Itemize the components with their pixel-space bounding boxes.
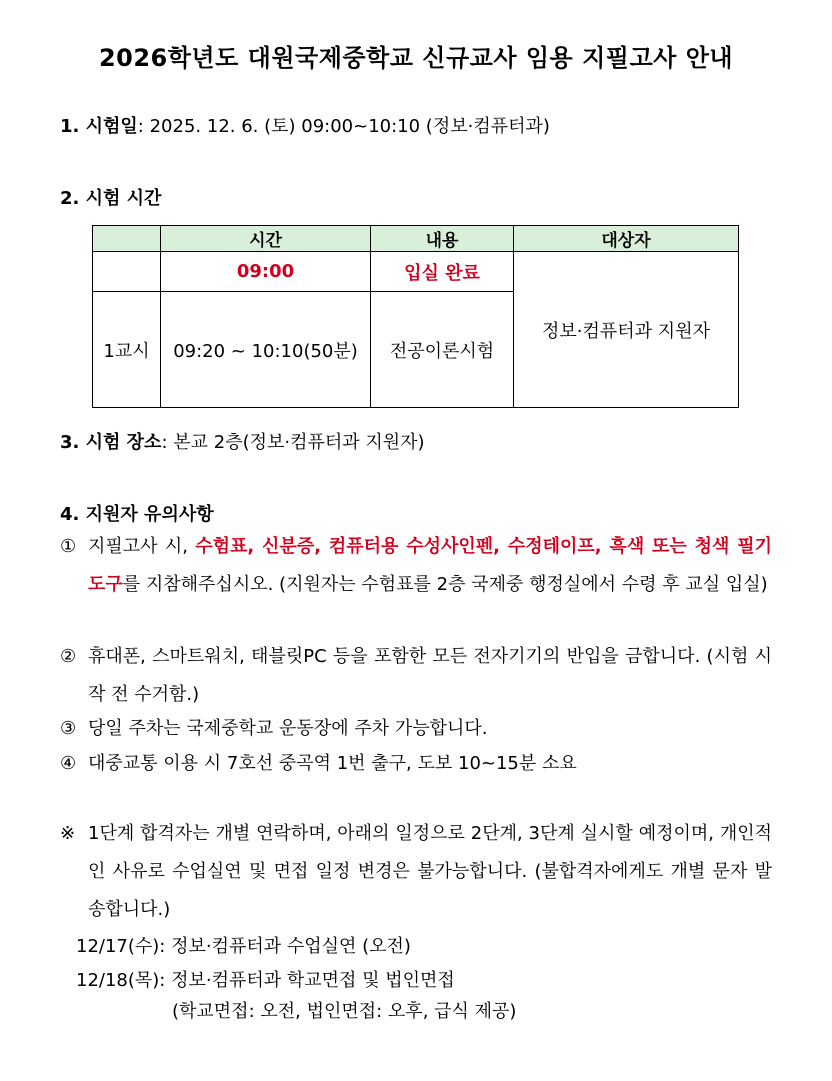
header-empty [93, 226, 161, 252]
exam-location-line [60, 428, 425, 454]
page-title: 2026학년도 대원국제중학교 신규교사 임용 지필고사 안내 [98, 44, 734, 72]
cell-exam-content: 전공이론시험 [371, 292, 514, 408]
notice-text: 지필고사 시, [88, 536, 196, 557]
notice-heading: 4. 지원자 유의사항 [60, 504, 214, 525]
schedule-line-1: 12/17(수): 정보·컴퓨터과 수업실연 (오전) [76, 936, 411, 957]
header-time: 시간 [161, 226, 371, 252]
table-header-row [93, 226, 739, 252]
table-row [93, 252, 739, 292]
exam-date-label: 1. 시험일 [60, 116, 138, 137]
cell-arrival-time: 09:00 [161, 252, 371, 292]
exam-date-value: 2025. 12. 6. (토) 09:00~10:10 (정보·컴퓨터과) [149, 116, 550, 137]
notice-item-2 [60, 638, 772, 714]
exam-date-separator: : [137, 116, 144, 137]
notice-item-4 [60, 745, 772, 783]
notice-number: ④ [60, 753, 77, 774]
notice-number: ② [60, 646, 77, 667]
notice-item-3 [60, 710, 772, 748]
exam-location-separator: : [161, 432, 168, 453]
schedule-table [92, 225, 739, 408]
notice-text: 대중교통 이용 시 7호선 중곡역 1번 출구, 도보 10~15분 소요 [88, 753, 577, 774]
cell-exam-time: 09:20 ~ 10:10(50분) [161, 292, 371, 408]
header-target: 대상자 [514, 226, 739, 252]
notice-required-items: 수험표, 신분증, 컴퓨터용 수성사인펜, 수정테이프, 흑색 또는 청색 필기도구 [88, 536, 772, 595]
notice-text: 를 지참해주십시오. (지원자는 수험표를 2층 국제중 행정실에서 수령 후 교실 입실) [122, 574, 768, 595]
notice-number: ① [60, 536, 77, 557]
exam-date-line [60, 112, 550, 138]
cell-period: 1교시 [93, 292, 161, 408]
notice-text: 휴대폰, 스마트워치, 태블릿PC 등을 포함한 모든 전자기기의 반입을 금합니다. (시험 시작 전 수거함.) [88, 646, 772, 705]
cell-target: 정보·컴퓨터과 지원자 [514, 252, 739, 408]
schedule-line-3: (학교면접: 오전, 법인면접: 오후, 급식 제공) [172, 1001, 517, 1022]
cell-period-empty [93, 252, 161, 292]
note-block [60, 815, 772, 929]
exam-location-label: 3. 시험 장소 [60, 432, 162, 453]
exam-time-heading: 2. 시험 시간 [60, 188, 162, 209]
header-content: 내용 [371, 226, 514, 252]
exam-location-value: 본교 2층(정보·컴퓨터과 지원자) [173, 432, 425, 453]
cell-arrival-content: 입실 완료 [371, 252, 514, 292]
notice-item-1 [60, 528, 772, 604]
note-mark: ※ [60, 823, 76, 844]
notice-text: 당일 주차는 국제중학교 운동장에 주차 가능합니다. [88, 718, 488, 739]
schedule-line-2: 12/18(목): 정보·컴퓨터과 학교면접 및 법인면접 [76, 970, 455, 991]
notice-number: ③ [60, 718, 77, 739]
note-text: 1단계 합격자는 개별 연락하며, 아래의 일정으로 2단계, 3단계 실시할 예정이며, 개인적인 사유로 수업실연 및 면접 일정 변경은 불가능합니다. (불합격자에게도 개별 문자 발송합니다.) [88, 823, 772, 920]
